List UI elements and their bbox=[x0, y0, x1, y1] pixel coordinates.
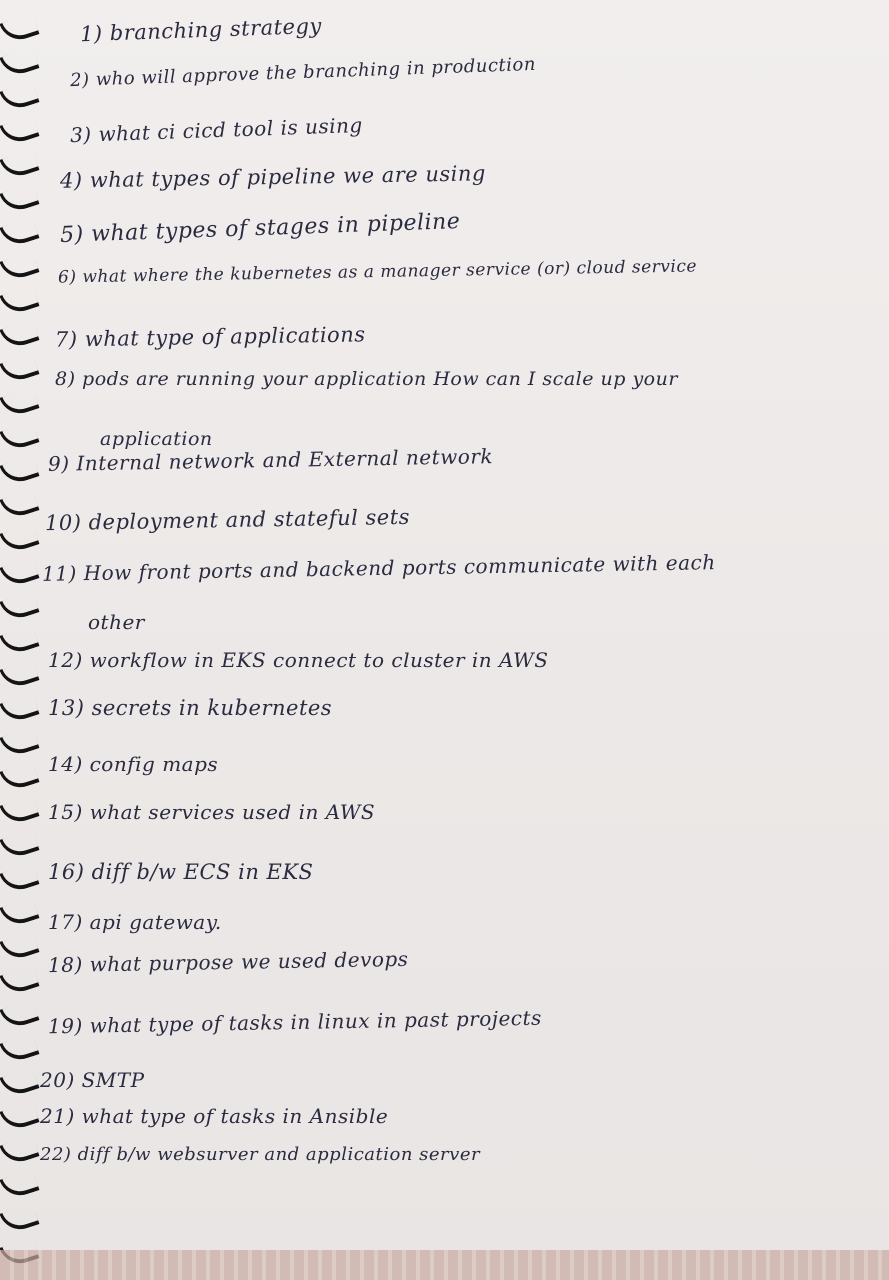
spiral-ring bbox=[0, 693, 40, 725]
note-line: 15) what services used in AWS bbox=[48, 800, 376, 824]
spiral-ring bbox=[0, 1135, 40, 1167]
note-line: 18) what purpose we used devops bbox=[47, 946, 409, 978]
spiral-binding bbox=[0, 0, 40, 1280]
note-line: 12) workflow in EKS connect to cluster in AWS bbox=[48, 648, 549, 672]
spiral-ring bbox=[0, 999, 40, 1031]
spiral-ring bbox=[0, 863, 40, 895]
spiral-ring bbox=[0, 897, 40, 929]
spiral-ring bbox=[0, 1067, 40, 1099]
note-line: 10) deployment and stateful sets bbox=[44, 504, 411, 536]
spiral-ring bbox=[0, 557, 40, 589]
note-line: 6) what where the kubernetes as a manager service (or) cloud service bbox=[57, 256, 698, 288]
note-line: 3) what ci cicd tool is using bbox=[69, 112, 364, 148]
spiral-ring bbox=[0, 591, 40, 623]
note-line: 2) who will approve the branching in production bbox=[69, 53, 537, 92]
spiral-ring bbox=[0, 455, 40, 487]
note-line: 8) pods are running your application How can I scale up your bbox=[55, 368, 678, 390]
spiral-ring bbox=[0, 285, 40, 317]
spiral-ring bbox=[0, 727, 40, 759]
note-line: 19) what type of tasks in linux in past projects bbox=[47, 1005, 542, 1039]
spiral-ring bbox=[0, 625, 40, 657]
spiral-ring bbox=[0, 965, 40, 997]
note-line: 11) How front ports and backend ports communicate with each bbox=[41, 550, 716, 586]
table-surface-edge bbox=[0, 1250, 889, 1280]
spiral-ring bbox=[0, 1033, 40, 1065]
note-line: 21) what type of tasks in Ansible bbox=[40, 1104, 389, 1128]
note-line: 4) what types of pipeline we are using bbox=[59, 161, 487, 193]
note-line: 17) api gateway. bbox=[48, 910, 222, 934]
spiral-ring bbox=[0, 829, 40, 861]
spiral-ring bbox=[0, 421, 40, 453]
note-line: 20) SMTP bbox=[40, 1068, 145, 1092]
note-line: 7) what type of applications bbox=[54, 322, 366, 352]
note-line: 22) diff b/w websurver and application server bbox=[40, 1144, 481, 1165]
spiral-ring bbox=[0, 387, 40, 419]
note-line: other bbox=[88, 610, 145, 634]
spiral-ring bbox=[0, 523, 40, 555]
spiral-ring bbox=[0, 353, 40, 385]
note-line: 14) config maps bbox=[48, 752, 219, 776]
note-line: 16) diff b/w ECS in EKS bbox=[48, 860, 314, 884]
spiral-ring bbox=[0, 183, 40, 215]
spiral-ring bbox=[0, 1169, 40, 1201]
spiral-ring bbox=[0, 795, 40, 827]
spiral-ring bbox=[0, 217, 40, 249]
spiral-ring bbox=[0, 13, 40, 45]
spiral-ring bbox=[0, 1101, 40, 1133]
spiral-ring bbox=[0, 659, 40, 691]
spiral-ring bbox=[0, 1203, 40, 1235]
spiral-ring bbox=[0, 931, 40, 963]
spiral-ring bbox=[0, 47, 40, 79]
note-line: 13) secrets in kubernetes bbox=[48, 696, 333, 720]
spiral-ring bbox=[0, 251, 40, 283]
spiral-ring bbox=[0, 115, 40, 147]
note-line: 9) Internal network and External network bbox=[47, 444, 494, 476]
note-line: application bbox=[100, 428, 213, 450]
spiral-ring bbox=[0, 319, 40, 351]
note-line: 1) branching strategy bbox=[79, 13, 323, 47]
spiral-ring bbox=[0, 489, 40, 521]
spiral-ring bbox=[0, 81, 40, 113]
spiral-ring bbox=[0, 149, 40, 181]
note-line: 5) what types of stages in pipeline bbox=[59, 209, 461, 248]
spiral-ring bbox=[0, 761, 40, 793]
